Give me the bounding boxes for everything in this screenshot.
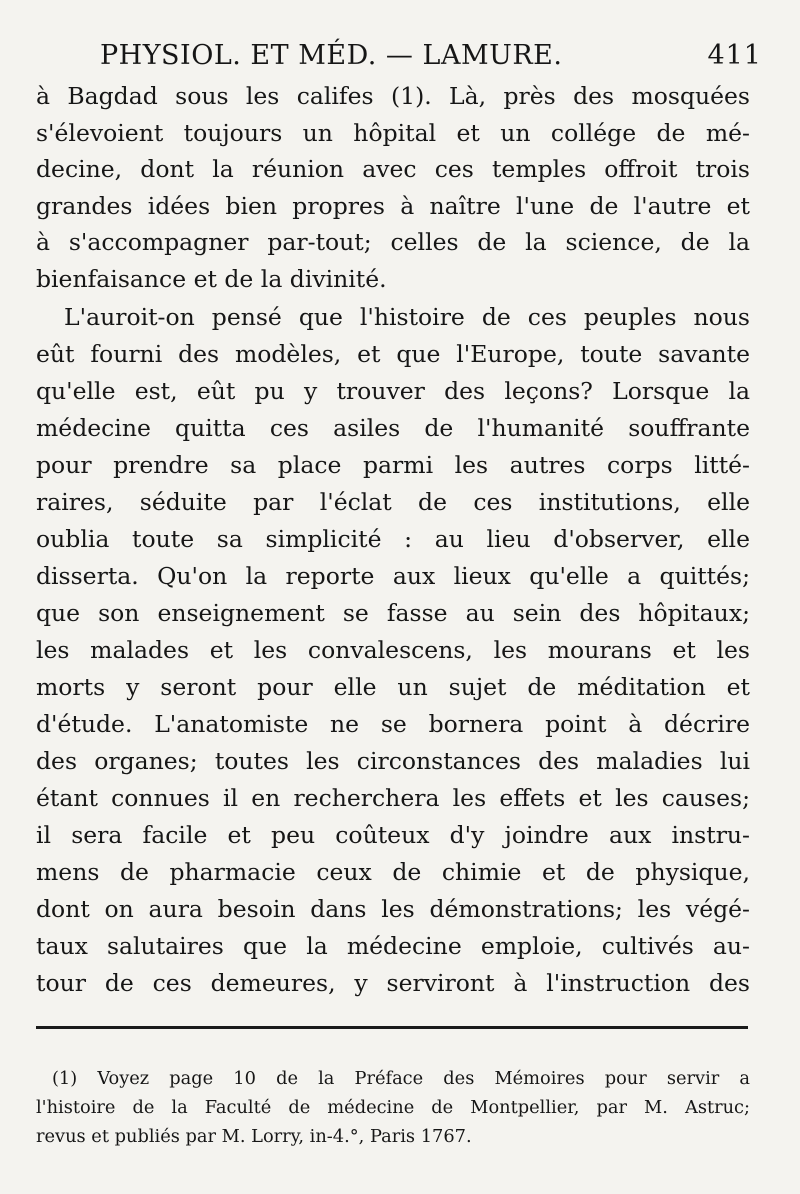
body-line: les malades et les convalescens, les mourans et les [36, 636, 750, 664]
body-line: eût fourni des modèles, et que l'Europe, toute savante [36, 340, 750, 368]
body-line: L'auroit-on pensé que l'histoire de ces peuples nous [64, 303, 750, 331]
body-line: pour prendre sa place parmi les autres corps litté- [36, 451, 750, 479]
body-line: grandes idées bien propres à naître l'une de l'autre et [36, 191, 750, 220]
footnote-line: (1) Voyez page 10 de la Préface des Mémoires pour servir a [52, 1068, 750, 1089]
body-line: il sera facile et peu coûteux d'y joindre aux instru- [36, 821, 750, 849]
running-header [100, 40, 762, 71]
body-line: bienfaisance et de la divinité. [36, 264, 387, 293]
body-line: disserta. Qu'on la reporte aux lieux qu'elle a quittés; [36, 562, 750, 590]
body-line: taux salutaires que la médecine emploie, cultivés au- [36, 932, 750, 960]
body-line: decine, dont la réunion avec ces temples offroit trois [36, 155, 750, 183]
body-line: oublia toute sa simplicité : au lieu d'observer, elle [36, 525, 750, 553]
body-line: d'étude. L'anatomiste ne se bornera point à décrire [36, 710, 750, 738]
body-line: que son enseignement se fasse au sein des hôpitaux; [36, 599, 750, 627]
running-title: PHYSIOL. ET MÉD. — LAMURE. [100, 40, 563, 71]
body-line: morts y seront pour elle un sujet de méditation et [36, 673, 750, 701]
page-number: 411 [707, 40, 762, 71]
footnote-divider [36, 1026, 748, 1029]
footnote-line: l'histoire de la Faculté de médecine de Montpellier, par M. Astruc; [36, 1097, 750, 1118]
body-line: raires, séduite par l'éclat de ces institutions, elle [36, 488, 750, 516]
body-line: étant connues il en recherchera les effets et les causes; [36, 784, 750, 812]
body-line: dont on aura besoin dans les démonstrations; les végé- [36, 895, 750, 923]
body-line: à Bagdad sous les califes (1). Là, près des mosquées [36, 82, 750, 110]
body-line: à s'accompagner par-tout; celles de la science, de la [36, 228, 750, 256]
footnote-line: revus et publiés par M. Lorry, in-4.°, Paris 1767. [36, 1126, 472, 1147]
body-line: s'élevoient toujours un hôpital et un collége de mé- [36, 118, 750, 147]
body-line: médecine quitta ces asiles de l'humanité souffrante [36, 414, 750, 442]
body-line: qu'elle est, eût pu y trouver des leçons? Lorsque la [36, 377, 750, 405]
body-line: mens de pharmacie ceux de chimie et de physique, [36, 858, 750, 886]
body-line: tour de ces demeures, y serviront à l'instruction des [36, 969, 750, 997]
body-line: des organes; toutes les circonstances des maladies lui [36, 747, 750, 775]
